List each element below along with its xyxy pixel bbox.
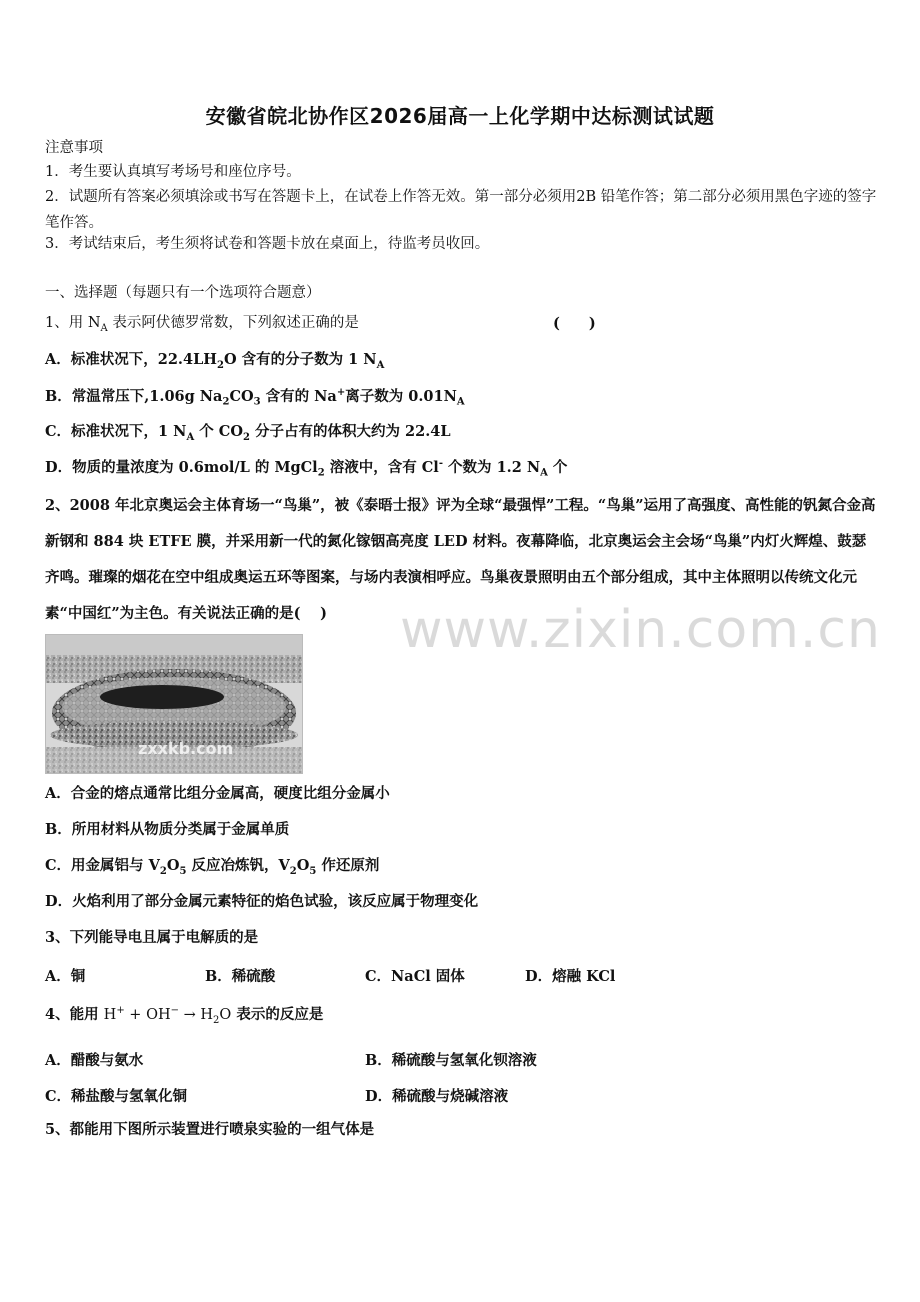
q1-answer-paren: ( ) xyxy=(553,315,596,332)
notice-item-2: 2．试题所有答案必须填涂或书写在答题卡上，在试卷上作答无效。第一部分必须用2B 铅笔作答；第二部分必须用黑色字迹的签字笔作答。 xyxy=(45,189,877,231)
ionic-equation: $H^+ + OH^- \to H_2O$ xyxy=(103,1005,232,1026)
q1-option-a: A．标准状况下，$22.4LH_2O$ 含有的分子数为 1 $N_A$ xyxy=(45,351,385,371)
q3-option-d: D．熔融 KCl xyxy=(525,968,616,985)
q4-option-b: B．稀硫酸与氢氧化钡溶液 xyxy=(365,1052,537,1069)
q4-option-d: D．稀硫酸与烧碱溶液 xyxy=(365,1088,509,1105)
photo-watermark: zxxkb.com xyxy=(138,739,234,758)
q4-option-c: C．稀盐酸与氢氧化铜 xyxy=(45,1088,188,1105)
q4-option-a: A．醋酸与氨水 xyxy=(45,1052,144,1069)
birds-nest-stadium-photo xyxy=(45,634,303,774)
q2-option-c: C．用金属铝与 $V_2O_5$ 反应冶炼钒，$V_2O_5$ 作还原剂 xyxy=(45,857,380,877)
notice-heading: 注意事项 xyxy=(45,140,103,156)
section-heading: 一、选择题（每题只有一个选项符合题意） xyxy=(45,285,321,301)
q1-option-b: B．常温常压下,1.06g $Na_2CO_3$ 含有的 Na+离子数为 $0.01N_A$ xyxy=(45,387,465,408)
q2-option-d: D．火焰利用了部分金属元素特征的焰色试验，该反应属于物理变化 xyxy=(45,893,479,910)
q4-stem: 4、能用 $H^+ + OH^- \to H_2O$ 表示的反应是 xyxy=(45,1005,324,1026)
page-title: 安徽省皖北协作区2026届高一上化学期中达标测试试题 xyxy=(205,104,715,128)
notice-item-1: 1．考生要认真填写考场号和座位序号。 xyxy=(45,164,301,180)
q1-option-c: C．标准状况下，1 $N_A$ 个 $CO_2$ 分子占有的体积大约为 22.4L xyxy=(45,423,451,443)
q3-option-a: A．铜 xyxy=(45,968,86,985)
q2-option-b: B．所用材料从物质分类属于金属单质 xyxy=(45,821,290,838)
q2-option-a: A．合金的熔点通常比组分金属高，硬度比组分金属小 xyxy=(45,785,390,802)
q3-stem: 3、下列能导电且属于电解质的是 xyxy=(45,929,259,946)
q1-stem: 1、用 $N_A$ 表示阿伏德罗常数，下列叙述正确的是 xyxy=(45,315,359,334)
notice-item-3: 3．考试结束后，考生须将试卷和答题卡放在桌面上，待监考员收回。 xyxy=(45,236,490,252)
q1-option-d: D．物质的量浓度为 0.6mol/L 的 MgCl$_2$ 溶液中，含有 Cl- 个数为 1.2 $N_A$ 个 xyxy=(45,458,568,479)
q3-option-c: C．NaCl 固体 xyxy=(365,968,465,985)
q3-option-b: B．稀硫酸 xyxy=(205,968,276,985)
q5-stem: 5、都能用下图所示装置进行喷泉实验的一组气体是 xyxy=(45,1121,375,1138)
site-watermark: www.zixin.com.cn xyxy=(400,600,881,660)
q2-stem: 2、2008 年北京奥运会主体育场一“鸟巢”，被《泰晤士报》评为全球“最强悍”工程。“鸟巢”运用了高强度、高性能的钒氮合金高新钢和 884 块 ETFE 膜，并采用新一代的氮化镓铟高亮度 LED 材料。夜幕降临，北京奥运会主会场“鸟巢”内灯火辉煌、鼓瑟齐鸣。璀璨的烟花在空中组成奥运五环等图案，与场内表演相呼应。鸟巢夜景照明由五个部分组成，其中主体照明以传统文化元素“中国红”为主色。有关说法正确的是( ) xyxy=(45,497,876,622)
